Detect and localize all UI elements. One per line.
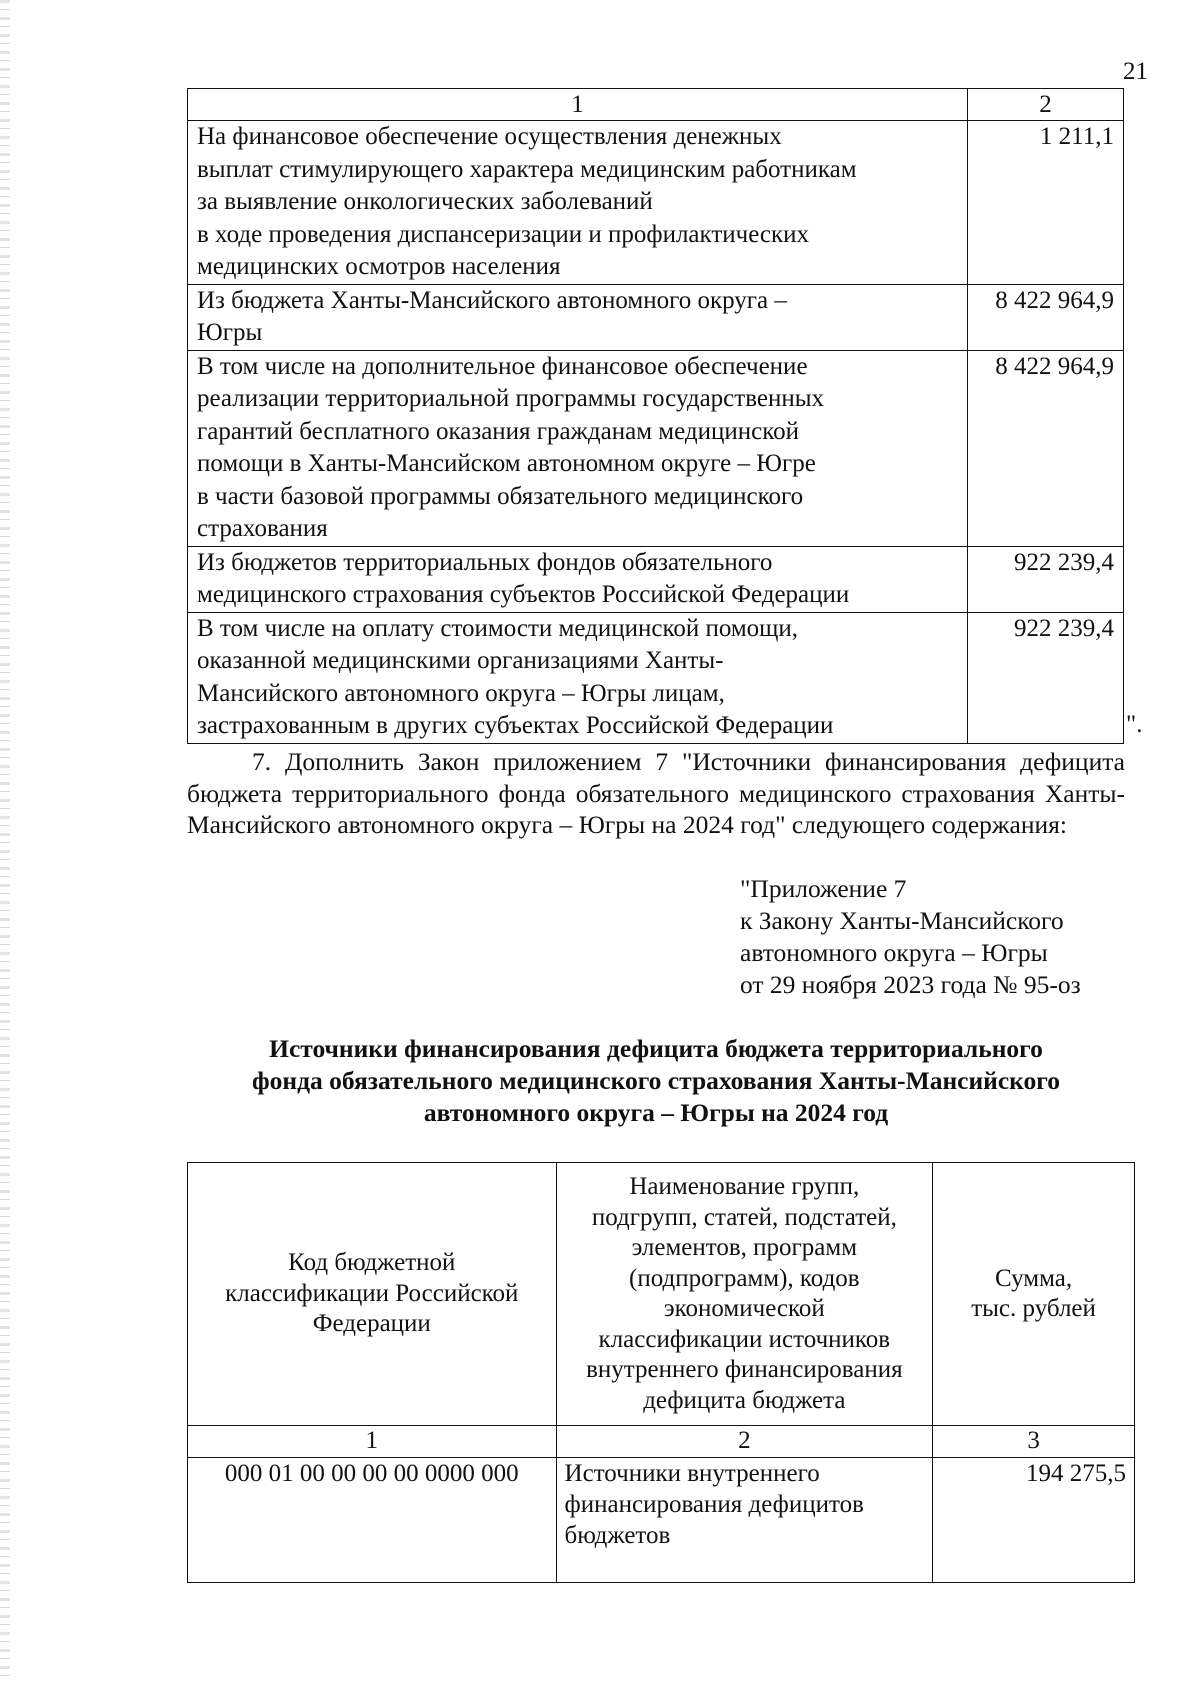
description-line: медицинских осмотров населения — [197, 253, 561, 280]
column-number-row — [188, 1426, 1135, 1458]
table-row — [188, 350, 1124, 546]
document-title — [187, 1033, 1125, 1129]
description-line: медицинского страхования субъектов Российской Федерации — [197, 581, 850, 608]
row-description — [188, 350, 968, 546]
description-line: помощи в Ханты-Мансийском автономном округе – Югре — [197, 450, 816, 477]
source-name-line: Источники внутреннего — [564, 1460, 820, 1487]
description-line: Мансийского автономного округа – Югры лицам, — [197, 679, 725, 707]
description-line: выплат стимулирующего характера медицинским работникам — [197, 155, 857, 183]
description-line: застрахованным в других субъектах Российской Федерации — [197, 712, 834, 739]
table-row — [188, 284, 1124, 350]
column-header-1: 1 — [188, 89, 968, 121]
header-line: Наименование групп, — [629, 1173, 860, 1200]
header-line: тыс. рублей — [971, 1295, 1096, 1322]
description-line: в ходе проведения диспансеризации и профилактических — [197, 220, 810, 248]
budget-code: 000 01 00 00 00 00 0000 000 — [188, 1458, 557, 1583]
description-line: На финансовое обеспечение осуществления денежных — [197, 123, 782, 150]
header-line: (подпрограмм), кодов — [629, 1264, 860, 1292]
header-line: подгрупп, статей, подстатей, — [591, 1203, 897, 1231]
table-header-row — [188, 89, 1124, 121]
column-number: 1 — [188, 1426, 557, 1458]
source-name-line: финансирования дефицитов — [564, 1491, 864, 1518]
description-line: Югры — [197, 319, 263, 346]
row-amount: 8 422 964,9 — [968, 284, 1124, 350]
description-line: страхования — [197, 515, 328, 542]
appendix-line: "Приложение 7 — [740, 874, 907, 903]
scan-edge-artifact — [0, 0, 10, 1683]
source-name — [556, 1458, 933, 1583]
row-amount: 922 239,4 — [968, 612, 1124, 743]
amendment-paragraph: 7. Дополнить Закон приложением 7 "Источники финансирования дефицита бюджета территориального фонда обязательного медицинского страхования Ханты-Мансийского автономного округа – Югры на 2024 год" следующего содержания: — [187, 747, 1125, 839]
table-row — [188, 1458, 1135, 1583]
column-number: 3 — [933, 1426, 1135, 1458]
header-group-name — [556, 1163, 933, 1426]
page-number: 21 — [1123, 58, 1148, 85]
header-line: элементов, программ — [631, 1234, 858, 1261]
appendix-note — [740, 873, 1140, 1001]
description-line: в части базовой программы обязательного медицинского — [197, 482, 804, 510]
closing-quote: ". — [1126, 711, 1143, 738]
description-line: В том числе на дополнительное финансовое обеспечение — [197, 352, 808, 380]
title-line: Источники финансирования дефицита бюджета территориального — [269, 1034, 1043, 1063]
header-line: Код бюджетной — [288, 1249, 456, 1277]
description-line: за выявление онкологических заболеваний — [197, 188, 653, 215]
column-number: 2 — [556, 1426, 933, 1458]
column-header-2: 2 — [968, 89, 1124, 121]
header-line: Сумма, — [995, 1264, 1073, 1292]
description-line: Из бюджета Ханты-Мансийского автономного округа – — [197, 286, 787, 314]
row-description — [188, 546, 968, 612]
row-amount: 8 422 964,9 — [968, 350, 1124, 546]
header-budget-code — [188, 1163, 557, 1426]
description-line: В том числе на оплату стоимости медицинской помощи, — [197, 614, 799, 642]
table-row — [188, 612, 1124, 743]
table-row — [188, 121, 1124, 285]
description-line: гарантий бесплатного оказания гражданам медицинской — [197, 417, 799, 445]
header-line: Федерации — [312, 1310, 431, 1338]
row-description — [188, 612, 968, 743]
title-line: автономного округа – Югры на 2024 год — [423, 1098, 889, 1127]
header-line: внутреннего финансирования — [586, 1356, 903, 1383]
row-description — [188, 121, 968, 285]
appendix-line: от 29 ноября 2023 года № 95-оз — [740, 970, 1081, 999]
deficit-sources-table — [187, 1162, 1135, 1583]
table-header-row — [188, 1163, 1135, 1426]
source-name-line: бюджетов — [564, 1522, 671, 1549]
source-amount: 194 275,5 — [933, 1458, 1135, 1583]
row-amount: 922 239,4 — [968, 546, 1124, 612]
header-line: экономической — [663, 1295, 825, 1322]
header-amount — [933, 1163, 1135, 1426]
funding-table — [187, 88, 1124, 744]
header-line: классификации Российской — [225, 1279, 519, 1307]
table-row — [188, 546, 1124, 612]
title-line: фонда обязательного медицинского страхования Ханты-Мансийского — [252, 1066, 1060, 1095]
appendix-line: к Закону Ханты-Мансийского — [740, 906, 1064, 935]
description-line: Из бюджетов территориальных фондов обязательного — [197, 548, 773, 576]
header-line: классификации источников — [598, 1325, 891, 1353]
description-line: оказанной медицинскими организациями Ханты- — [197, 647, 724, 674]
header-line: дефицита бюджета — [643, 1386, 846, 1414]
row-amount: 1 211,1 — [968, 121, 1124, 285]
row-description — [188, 284, 968, 350]
description-line: реализации территориальной программы государственных — [197, 385, 825, 412]
appendix-line: автономного округа – Югры — [740, 938, 1048, 967]
